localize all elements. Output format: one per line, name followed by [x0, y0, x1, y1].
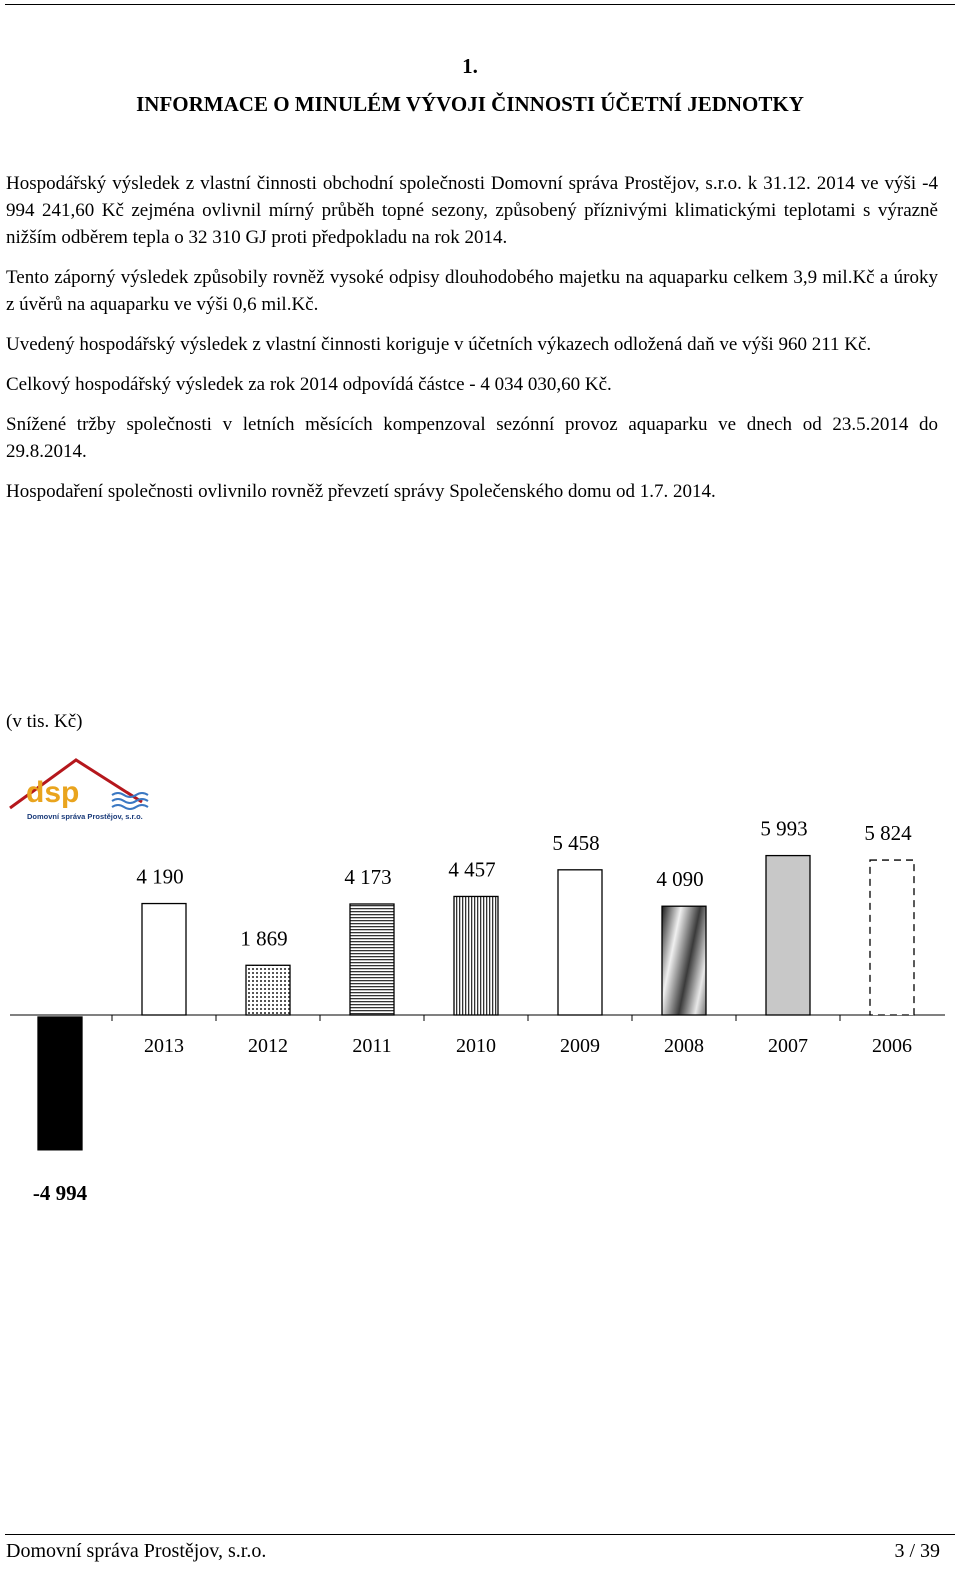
value-label-current: -4 994 [32, 1180, 88, 1205]
bar-2009 [558, 870, 602, 1015]
bar-2012 [246, 965, 290, 1015]
logo-caption: Domovní správa Prostějov, s.r.o. [27, 812, 143, 821]
value-label-2006: 5 824 [864, 821, 912, 846]
tick-label-2011: 2011 [352, 1035, 392, 1057]
tick-label-2012: 2012 [248, 1035, 288, 1057]
paragraph-2: Tento záporný výsledek způsobily rovněž vysoké odpisy dlouhodobého majetku na aquaparku celkem 3,9 mil.Kč a úroky z úvěrů na aquaparku ve výši 0,6 mil.Kč. [6, 267, 938, 315]
value-label-2012: 1 869 [240, 926, 288, 951]
tick-label-2008: 2008 [664, 1035, 704, 1057]
top-rule [5, 4, 955, 5]
tick-label-2010: 2010 [456, 1035, 496, 1057]
tick-label-2006: 2006 [872, 1035, 912, 1057]
value-label-2008: 4 090 [656, 867, 704, 892]
value-label-2013: 4 190 [136, 864, 184, 889]
bar-2013 [142, 904, 186, 1015]
paragraph-4: Celkový hospodářský výsledek za rok 2014 odpovídá částce - 4 034 030,60 Kč. [6, 374, 612, 395]
body-text [6, 170, 938, 518]
paragraph-6: Hospodaření společnosti ovlivnilo rovněž převzetí správy Společenského domu od 1.7. 2014. [6, 481, 716, 502]
footer-page-number: 3 / 39 [894, 1540, 940, 1562]
bar-2006 [870, 860, 914, 1015]
value-label-2009: 5 458 [552, 830, 600, 855]
bar-2011 [350, 904, 394, 1015]
bar-current [38, 1017, 82, 1150]
logo-letters: dsp [26, 776, 80, 809]
tick-label-2013: 2013 [144, 1035, 184, 1057]
footer-rule [5, 1534, 955, 1535]
value-label-2007: 5 993 [760, 816, 808, 841]
footer-company: Domovní správa Prostějov, s.r.o. [6, 1540, 267, 1562]
company-logo [10, 760, 148, 821]
chart-unit-label: (v tis. Kč) [6, 711, 83, 732]
bar-2007 [766, 856, 810, 1015]
bar-2010 [454, 896, 498, 1015]
section-title: INFORMACE O MINULÉM VÝVOJI ČINNOSTI ÚČETNÍ JEDNOTKY [136, 92, 804, 116]
section-number: 1. [462, 54, 478, 78]
paragraph-1: Hospodářský výsledek z vlastní činnosti obchodní společnosti Domovní správa Prostějov, s.r.o. k 31.12. 2014 ve výši -4 994 241,60 Kč zejména ovlivnil mírný průběh topné sezony, způsobený příznivými klimatickými teplotami s výrazně nižším odběrem tepla o 32 310 GJ proti předpokladu na rok 2014. [6, 173, 938, 248]
tick-label-2007: 2007 [768, 1035, 808, 1057]
bar-2008 [662, 906, 706, 1015]
value-label-2011: 4 173 [344, 864, 392, 889]
logo-wave-icon [112, 805, 148, 809]
value-label-2010: 4 457 [448, 857, 496, 882]
paragraph-5: Snížené tržby společnosti v letních měsících kompenzoval sezónní provoz aquaparku ve dnech od 23.5.2014 do 29.8.2014. [6, 414, 938, 462]
results-bar-chart [0, 740, 960, 1260]
paragraph-3: Uvedený hospodářský výsledek z vlastní činnosti koriguje v účetních výkazech odložená daň ve výši 960 211 Kč. [6, 334, 872, 355]
tick-label-2009: 2009 [560, 1035, 600, 1057]
